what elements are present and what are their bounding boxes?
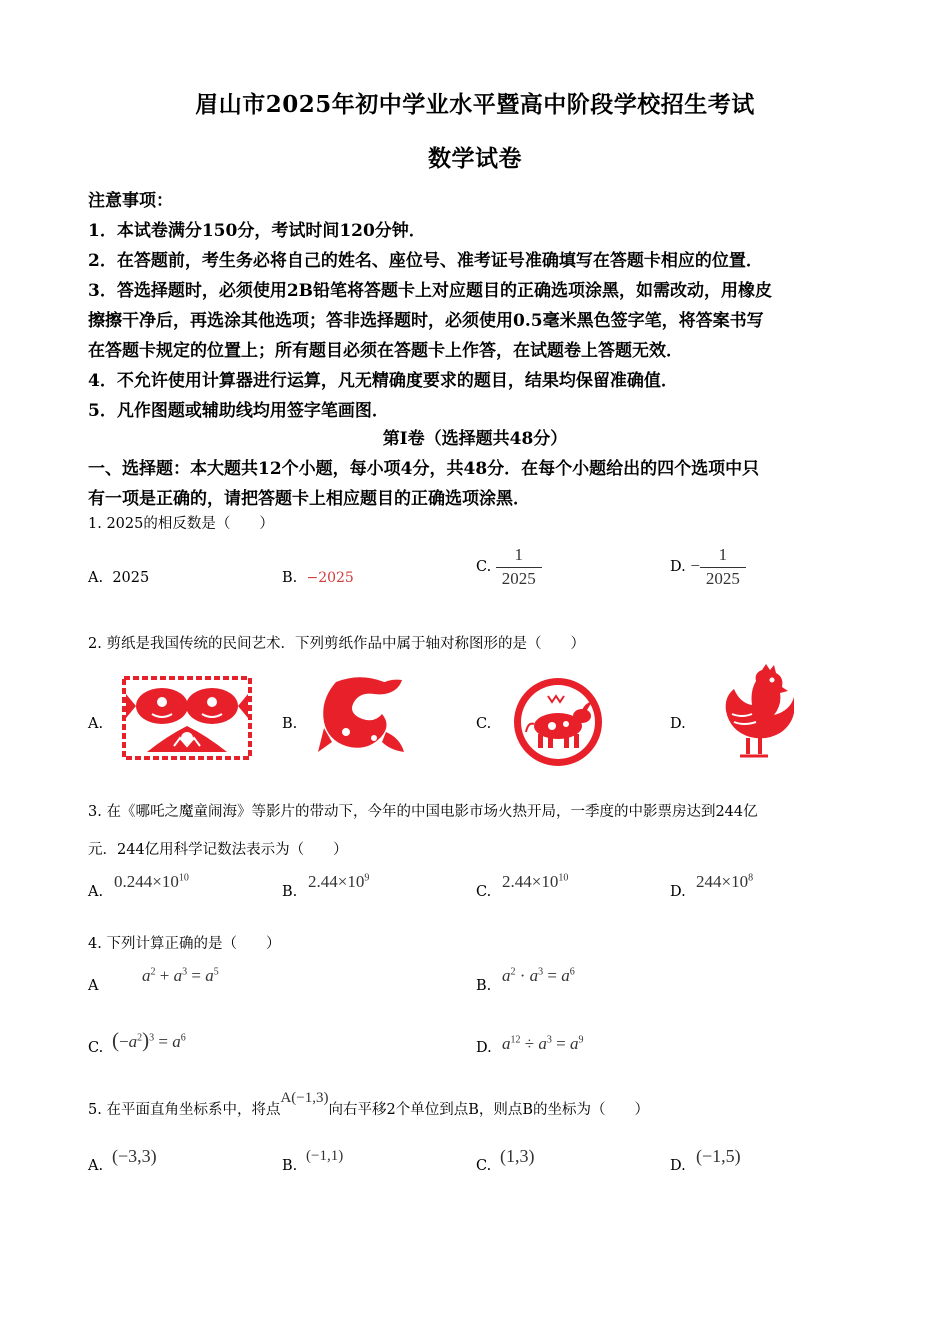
q3-option-c-label: C.: [476, 884, 492, 900]
q5-stem-text: 向右平移2个单位到点B，则点B的坐标为（ ）: [328, 1102, 650, 1118]
q4-option-a-label: A: [88, 978, 99, 994]
option-label: D.: [670, 559, 686, 575]
base: 2.44×10: [502, 872, 559, 891]
denominator: 2025: [496, 567, 542, 589]
q5-option-c-label: C.: [476, 1158, 492, 1174]
numerator: 1: [514, 545, 524, 564]
option-label: A.: [88, 570, 104, 586]
q5-option-b-label: B.: [282, 1158, 298, 1174]
note-item: 在答题卡规定的位置上；所有题目必须在答题卡上作答，在试题卷上答题无效．: [88, 341, 683, 361]
q3-option-d: [696, 872, 753, 892]
q1-option-d: [670, 545, 746, 589]
base: 0.244×10: [114, 872, 179, 891]
q5-stem: [88, 1090, 650, 1119]
q4-option-b: $a^2 \cdot a^3 = a^6$: [502, 966, 575, 985]
exam-subtitle: 数学试卷: [428, 145, 522, 172]
q5-stem-text: 5. 在平面直角坐标系中，将点: [88, 1102, 281, 1118]
base: 244×10: [696, 872, 749, 891]
q3-option-d-label: D.: [670, 884, 686, 900]
q2-option-c-label: C.: [476, 716, 492, 732]
papercut-rooster-image: [712, 664, 794, 760]
note-item: 4．不允许使用计算器进行运算，凡无精确度要求的题目，结果均保留准确值．: [88, 371, 678, 391]
q5-option-b: (−1,1): [306, 1148, 344, 1164]
q4-option-c-label: C.: [88, 1040, 104, 1056]
base: 2.44×10: [308, 872, 365, 891]
part1-instruction: 有一项是正确的，请把答题卡上相应题目的正确选项涂黑．: [88, 489, 530, 509]
exponent: 8: [748, 872, 754, 884]
papercut-fish-image: [122, 676, 252, 760]
q3-option-b-label: B.: [282, 884, 298, 900]
q4-option-a: $a^2 + a^3 = a^5$: [142, 966, 219, 985]
part1-heading: 第Ⅰ卷（选择题共48分）: [382, 429, 568, 449]
q3-option-a: [114, 872, 189, 892]
q4-option-d: $a^{12} \div a^3 = a^9$: [502, 1034, 584, 1053]
exponent: 10: [558, 872, 569, 884]
exponent: 9: [364, 872, 370, 884]
q5-option-a: (−3,3): [112, 1146, 157, 1166]
q4-option-d-label: D.: [476, 1040, 492, 1056]
q5-option-c: (1,3): [500, 1146, 535, 1166]
q2-option-d-label: D.: [670, 716, 686, 732]
q4-stem: 4. 下列计算正确的是（ ）: [88, 936, 281, 952]
q1-option-c: [476, 545, 542, 589]
part1-instruction: 一、选择题：本大题共12个小题，每小项4分，共48分．在每个小题给出的四个选项中只: [88, 459, 760, 479]
q2-stem: 2. 剪纸是我国传统的民间艺术．下列剪纸作品中属于轴对称图形的是（ ）: [88, 636, 585, 652]
exponent: 10: [178, 872, 189, 884]
option-value: 2025: [112, 570, 150, 586]
q1-option-a: [88, 570, 149, 586]
numerator: 1: [718, 545, 728, 564]
q1-option-b: [282, 570, 354, 586]
q5-option-a-label: A.: [88, 1158, 104, 1174]
q5-option-d: (−1,5): [696, 1146, 741, 1166]
q4-option-c: $(-a^2)^3 = a^6$: [112, 1028, 186, 1052]
q3-stem-cont: 元．244亿用科学记数法表示为（ ）: [88, 842, 348, 858]
notes-heading: 注意事项：: [88, 191, 173, 211]
exam-title: 眉山市2025年初中学业水平暨高中阶段学校招生考试: [195, 91, 755, 118]
option-label: B.: [282, 570, 298, 586]
note-item: 2．在答题前，考生务必将自己的姓名、座位号、准考证号准确填写在答题卡相应的位置．: [88, 251, 763, 271]
fraction: [496, 545, 542, 589]
q3-stem: 3. 在《哪吒之魔童闹海》等影片的带动下，今年的中国电影市场火热开局，一季度的中影票房达到244亿: [88, 804, 758, 820]
papercut-ox-image: [512, 676, 604, 768]
denominator: 2025: [700, 567, 746, 589]
note-item: 擦擦干净后，再选涂其他选项；答非选择题时，必须使用0.5毫米黑色签字笔，将答案书写: [88, 311, 764, 331]
note-item: 1．本试卷满分150分，考试时间120分钟．: [88, 221, 426, 241]
q5-option-d-label: D.: [670, 1158, 686, 1174]
q2-option-a-label: A.: [88, 716, 104, 732]
fraction: [700, 545, 746, 589]
q1-stem: 1. 2025的相反数是（ ）: [88, 516, 274, 532]
papercut-dragon-image: [316, 672, 408, 762]
option-value: −2025: [306, 570, 354, 586]
note-item: 3．答选择题时，必须使用2B铅笔将答题卡上对应题目的正确选项涂黑，如需改动，用橡皮: [88, 281, 773, 301]
minus-sign: −: [690, 556, 700, 575]
option-label: C.: [476, 559, 492, 575]
q4-option-b-label: B.: [476, 978, 492, 994]
q3-option-c: [502, 872, 568, 892]
note-item: 5．凡作图题或辅助线均用签字笔画图．: [88, 401, 389, 421]
q3-option-b: [308, 872, 369, 892]
q2-option-b-label: B.: [282, 716, 298, 732]
q3-option-a-label: A.: [88, 884, 104, 900]
q5-point-a: A(−1,3): [280, 1090, 329, 1106]
